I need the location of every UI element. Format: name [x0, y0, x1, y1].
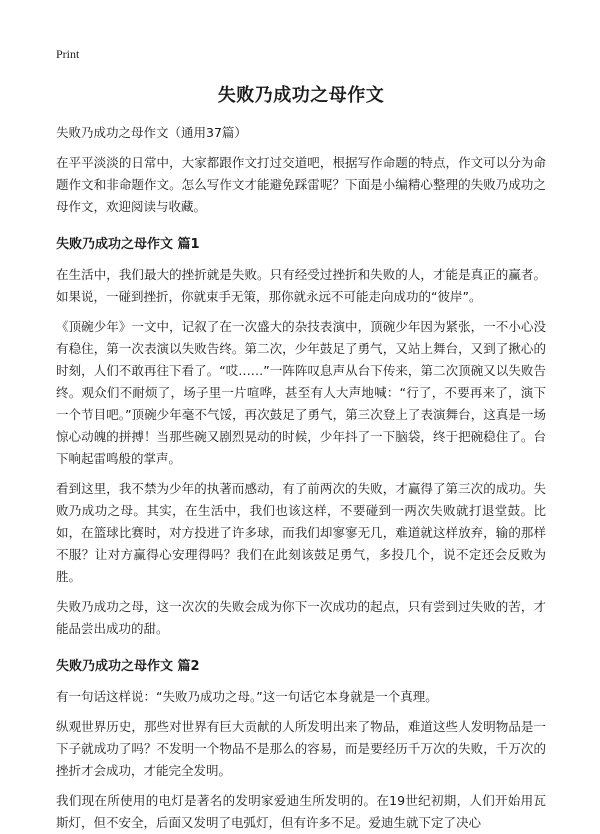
- paragraph: 有一句话这样说：“失败乃成功之母。”这一句话它本身就是一个真理。: [56, 689, 438, 704]
- paragraph: 我们现在所使用的电灯是著名的发明家爱迪生所发明的。在19世纪初期，人们开始用瓦斯灯，但不安全，后面又发明了电弧灯，但有许多不足。爱迪生就下定了决心: [56, 793, 546, 830]
- section-heading-2: 失败乃成功之母作文 篇2: [56, 659, 200, 674]
- print-link[interactable]: Print: [56, 47, 80, 61]
- paragraph: 失败乃成功之母，这一次次的失败会成为你下一次成功的起点，只有尝到过失败的苦，才能品尝出成功的甜。: [56, 599, 546, 636]
- document-body: [56, 72, 546, 834]
- intro-paragraph: 在平平淡淡的日常中，大家都跟作文打过交道吧，根据写作命题的特点，作文可以分为命题作文和非命题作文。怎么写作文才能避免踩雷呢？下面是小编精心整理的失败乃成功之母作文，欢迎阅读与收藏。: [56, 155, 546, 214]
- paragraph: 纵观世界历史，那些对世界有巨大贡献的人所发明出来了物品，难道这些人发明物品是一下子就成功了吗？不发明一个物品不是那么的容易，而是要经历千万次的失败，千万次的挫折才会成功，才能完全发明。: [56, 719, 546, 778]
- section-heading-1: 失败乃成功之母作文 篇1: [56, 237, 200, 252]
- paragraph: 看到这里，我不禁为少年的执著而感动，有了前两次的失败，才赢得了第三次的成功。失败乃成功之母。其实，在生活中，我们也该这样，不要碰到一两次失败就打退堂鼓。比如，在篮球比赛时，对方投进了许多球，而我们却寥寥无几，难道就这样放弃，输的那样不服？让对方赢得心安理得吗？我们在此刻该鼓足勇气，多投几个，说不定还会反败为胜。: [56, 481, 546, 584]
- page-title: 失败乃成功之母作文: [217, 85, 385, 106]
- paragraph: 在生活中，我们最大的挫折就是失败。只有经受过挫折和失败的人，才能是真正的赢者。如果说，一碰到挫折，你就束手无策，那你就永远不可能走向成功的“彼岸”。: [56, 267, 546, 304]
- paragraph: 《顶碗少年》一文中，记叙了在一次盛大的杂技表演中，顶碗少年因为紧张，一不小心没有稳住，第一次表演以失败告终。第二次，少年鼓足了勇气，又站上舞台，又到了揪心的时刻，人们不敢再往下看了。“哎……”一阵阵叹息声从台下传来，第二次顶碗又以失败告终。观众们不耐烦了，场子里一片喧哗，甚至有人大声地喊：“行了，不要再来了，演下一个节目吧。”顶碗少年毫不气馁，再次鼓足了勇气，第三次登上了表演舞台，这真是一场惊心动魄的拼搏！当那些碗又剧烈晃动的时候，少年抖了一下脑袋，终于把碗稳住了。台下响起雷鸣般的掌声。: [56, 319, 546, 466]
- subtitle: 失败乃成功之母作文（通用37篇）: [56, 125, 247, 140]
